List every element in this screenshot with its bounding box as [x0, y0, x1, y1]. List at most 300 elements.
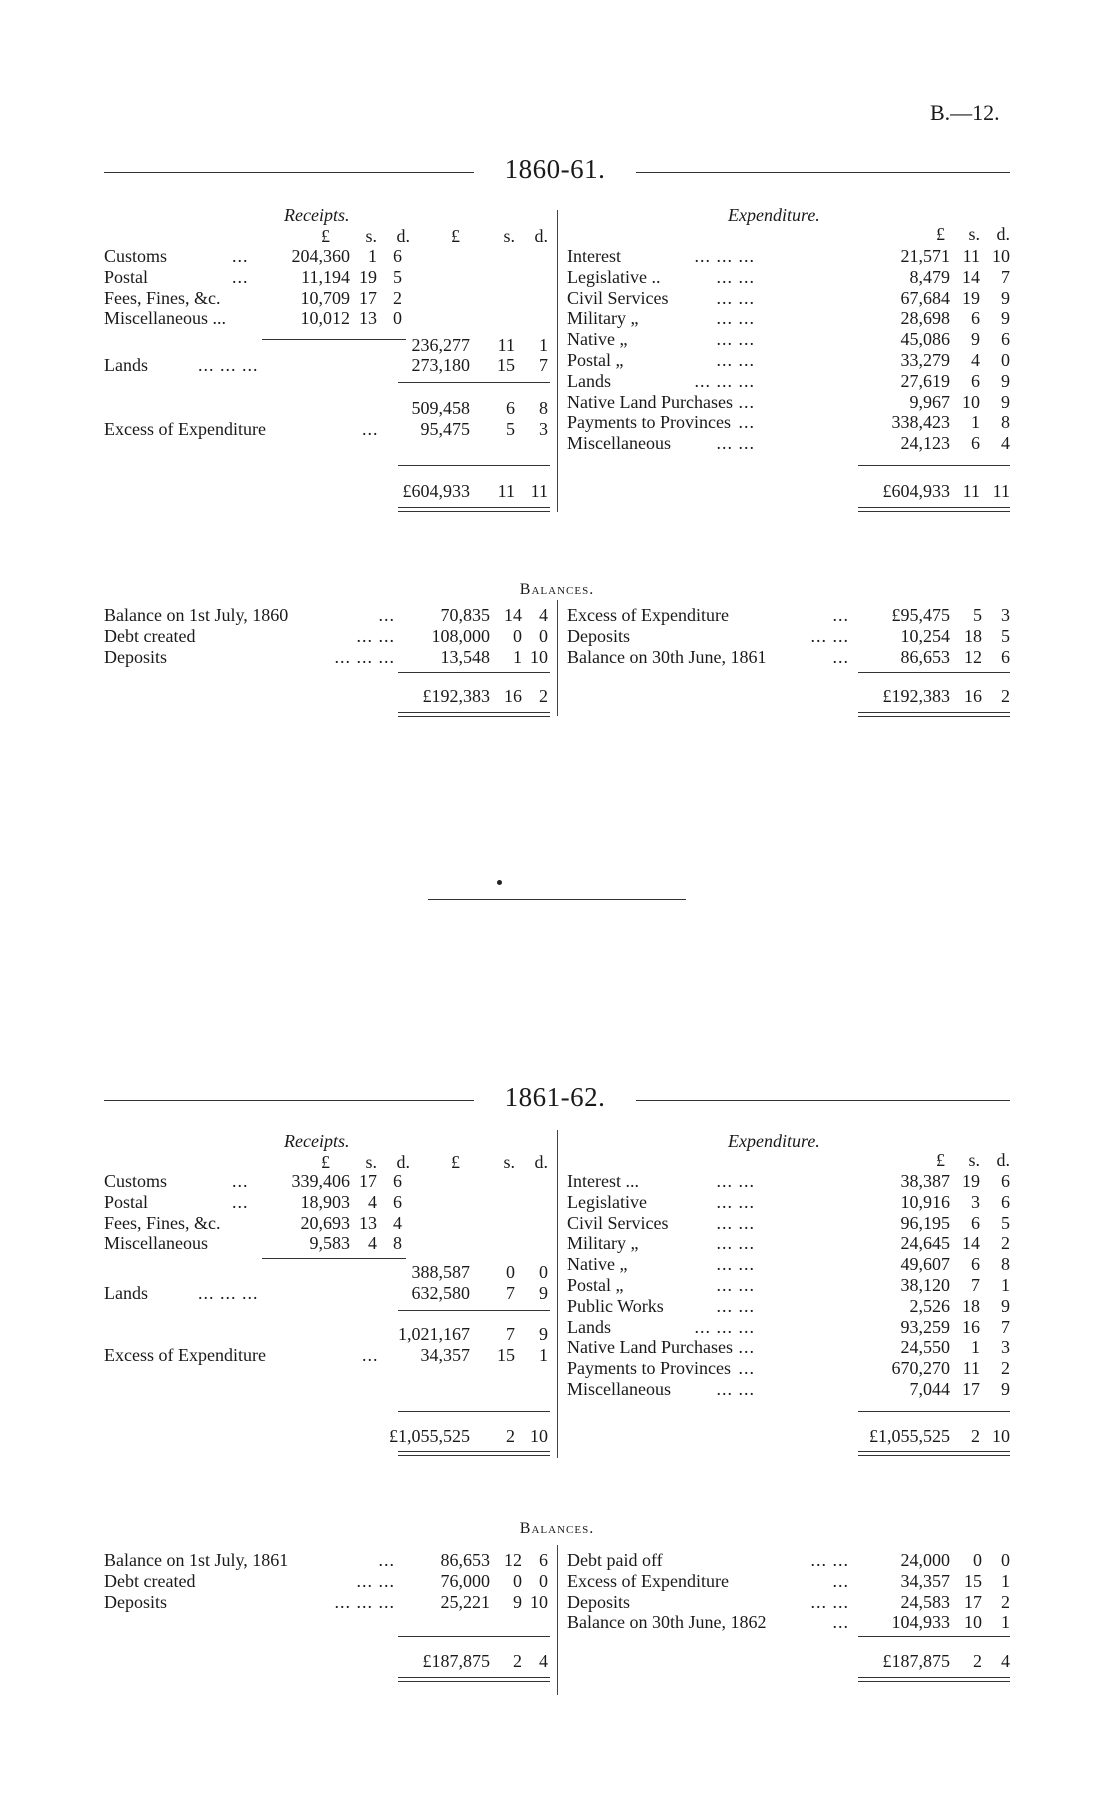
header-pence: d.	[396, 226, 410, 246]
expenditure-label: Interest ...	[567, 1171, 639, 1191]
leader-dots: ... ...	[716, 1191, 755, 1212]
expenditure-pounds: 338,423	[891, 412, 950, 433]
expenditure-label: Military „	[567, 1233, 639, 1254]
receipt-pence: 6	[393, 246, 402, 266]
balance-label: Debt created	[104, 625, 196, 646]
expenditure-shillings: 6	[971, 1254, 980, 1275]
balance-pounds: 76,000	[440, 1570, 490, 1591]
total-double-rule	[398, 1677, 550, 1682]
expenditure-pounds: 38,387	[900, 1171, 950, 1191]
leader-dots: ... ... ...	[198, 355, 259, 375]
balance-pence: 4	[539, 605, 548, 625]
receipt-label: Postal	[104, 1191, 149, 1212]
leader-dots: ...	[832, 1570, 849, 1591]
receipt-label: Customs	[104, 246, 168, 266]
receipt-pence: 6	[393, 1191, 402, 1212]
subtotal-shillings: 0	[506, 1262, 515, 1282]
balance-pence: 1	[1001, 1612, 1010, 1633]
receipt-shillings: 19	[359, 266, 377, 287]
balance-pence: 10	[530, 646, 548, 667]
sum-pounds: 509,458	[411, 398, 470, 418]
expenditure-pounds: 24,550	[900, 1337, 950, 1358]
sum-rule	[398, 382, 550, 383]
balances-divider	[557, 1545, 558, 1695]
leader-dots: ... ...	[716, 266, 755, 287]
leader-dots: ...	[832, 1612, 849, 1633]
balance-shillings: 1	[513, 646, 522, 667]
total-rule	[398, 672, 550, 673]
header-pence: d.	[996, 1150, 1010, 1170]
subtotal-pence: 1	[539, 335, 548, 355]
excess-shillings: 5	[506, 419, 515, 439]
expenditure-pence: 7	[1001, 266, 1010, 287]
leader-dots: ... ...	[716, 1275, 755, 1295]
header-pound: £	[936, 1150, 945, 1170]
receipts-total-shillings: 2	[506, 1426, 515, 1446]
subtotal-pounds: 236,277	[411, 335, 470, 355]
year-rule-right	[636, 172, 1010, 173]
leader-dots: ...	[378, 605, 395, 625]
header-pence: d.	[396, 1152, 410, 1172]
header-shillings: s.	[365, 1152, 377, 1172]
receipt-label: Customs	[104, 1171, 168, 1191]
expenditure-pence: 2	[1001, 1358, 1010, 1379]
balance-label: Balance on 30th June, 1861	[567, 646, 767, 667]
balance-right-total-pence: 4	[1001, 1651, 1010, 1671]
column-divider	[557, 210, 558, 512]
lands-pounds: 273,180	[411, 355, 470, 375]
receipt-pence: 4	[393, 1212, 402, 1233]
leader-dots: ... ...	[716, 287, 755, 308]
expenditure-shillings: 6	[971, 370, 980, 391]
leader-dots: ... ...	[716, 308, 755, 329]
expenditure-pence: 8	[1001, 412, 1010, 433]
total-rule	[398, 1411, 550, 1412]
expenditure-total-shillings: 2	[971, 1426, 980, 1446]
expenditure-pounds: 9,967	[909, 391, 950, 412]
receipt-label: Postal	[104, 266, 149, 287]
expenditure-pence: 9	[1001, 287, 1010, 308]
leader-dots: ... ...	[716, 350, 755, 370]
sum-shillings: 6	[506, 398, 515, 418]
expenditure-shillings: 11	[962, 246, 980, 266]
balance-left-total-pounds: £192,383	[422, 686, 490, 706]
expenditure-total-pounds: £604,933	[882, 481, 950, 501]
subtotal-shillings: 11	[497, 335, 515, 355]
year-rule-right	[636, 1100, 1010, 1101]
expenditure-pence: 6	[1001, 329, 1010, 350]
leader-dots: ... ...	[356, 1570, 395, 1591]
leader-dots: ...	[738, 1337, 755, 1358]
header-pound: £	[451, 226, 460, 246]
sum-pounds: 1,021,167	[398, 1324, 470, 1344]
header-pence: d.	[996, 224, 1010, 244]
balance-shillings: 5	[973, 605, 982, 625]
balances-title: Balances.	[519, 581, 595, 598]
excess-label: Excess of Expenditure	[104, 1345, 266, 1365]
balances-title: Balances.	[519, 1520, 595, 1537]
receipt-pence: 0	[393, 308, 402, 329]
expenditure-pence: 9	[1001, 1379, 1010, 1399]
expenditure-shillings: 11	[962, 1358, 980, 1379]
lands-shillings: 7	[506, 1283, 515, 1303]
balance-shillings: 14	[504, 605, 522, 625]
receipt-shillings: 1	[368, 246, 377, 266]
leader-dots: ... ... ...	[334, 1591, 395, 1612]
balance-pounds: 10,254	[900, 625, 950, 646]
receipts-caption: Receipts.	[284, 1131, 350, 1151]
receipts-total-pounds: £1,055,525	[389, 1426, 470, 1446]
receipt-label: Miscellaneous ...	[104, 308, 226, 329]
expenditure-label: Native Land Purchases	[567, 1337, 733, 1358]
expenditure-pounds: 96,195	[900, 1212, 950, 1233]
leader-dots: ...	[832, 605, 849, 625]
balance-right-total-pounds: £187,875	[882, 1651, 950, 1671]
expenditure-pounds: 33,279	[900, 350, 950, 370]
balance-pounds: 13,548	[440, 646, 490, 667]
total-rule	[858, 1636, 1010, 1637]
balances-divider	[557, 600, 558, 716]
leader-dots: ...	[232, 1171, 249, 1191]
total-double-rule	[398, 507, 550, 512]
total-double-rule	[858, 1451, 1010, 1456]
excess-pounds: 34,357	[420, 1345, 470, 1365]
total-double-rule	[858, 712, 1010, 717]
total-rule	[398, 465, 550, 466]
leader-dots: ... ...	[810, 1591, 849, 1612]
expenditure-pounds: 27,619	[900, 370, 950, 391]
year-title: 1861-62.	[504, 1082, 606, 1112]
balance-label: Deposits	[567, 625, 630, 646]
balance-pence: 6	[539, 1550, 548, 1570]
total-double-rule	[398, 1451, 550, 1456]
expenditure-pence: 0	[1001, 350, 1010, 370]
expenditure-shillings: 4	[971, 350, 980, 370]
balance-shillings: 10	[964, 1612, 982, 1633]
leader-dots: ...	[362, 419, 379, 439]
expenditure-shillings: 16	[962, 1316, 980, 1337]
leader-dots: ... ...	[810, 625, 849, 646]
leader-dots: ...	[738, 412, 755, 433]
expenditure-total-pounds: £1,055,525	[869, 1426, 950, 1446]
expenditure-pounds: 28,698	[900, 308, 950, 329]
excess-pence: 1	[539, 1345, 548, 1365]
expenditure-label: Civil Services	[567, 1212, 669, 1233]
leader-dots: ... ...	[810, 1550, 849, 1570]
expenditure-pounds: 24,123	[900, 433, 950, 454]
leader-dots: ...	[832, 646, 849, 667]
lands-pounds: 632,580	[411, 1283, 470, 1303]
balance-label: Balance on 1st July, 1860	[104, 605, 289, 625]
leader-dots: ...	[232, 266, 249, 287]
balance-left-total-pounds: £187,875	[422, 1651, 490, 1671]
expenditure-label: Native „	[567, 329, 628, 350]
receipt-pounds: 339,406	[291, 1171, 350, 1191]
expenditure-label: Civil Services	[567, 287, 669, 308]
receipts-caption: Receipts.	[284, 205, 350, 225]
lands-pence: 9	[539, 1283, 548, 1303]
header-shillings: s.	[968, 224, 980, 244]
excess-shillings: 15	[497, 1345, 515, 1365]
expenditure-pounds: 49,607	[900, 1254, 950, 1275]
subtotal-pence: 0	[539, 1262, 548, 1282]
receipts-total-pence: 10	[530, 1426, 548, 1446]
receipt-shillings: 4	[368, 1233, 377, 1254]
expenditure-pounds: 24,645	[900, 1233, 950, 1254]
header-shillings: s.	[968, 1150, 980, 1170]
expenditure-pence: 10	[992, 246, 1010, 266]
balance-shillings: 0	[973, 1550, 982, 1570]
balance-pounds: 86,653	[440, 1550, 490, 1570]
lands-shillings: 15	[497, 355, 515, 375]
total-rule	[858, 672, 1010, 673]
total-double-rule	[858, 507, 1010, 512]
balance-pounds: 70,835	[440, 605, 490, 625]
sum-shillings: 7	[506, 1324, 515, 1344]
excess-pence: 3	[539, 419, 548, 439]
expenditure-label: Interest	[567, 246, 621, 266]
balance-pence: 0	[539, 1570, 548, 1591]
header-shillings: s.	[365, 226, 377, 246]
expenditure-label: Legislative ..	[567, 266, 661, 287]
expenditure-label: Postal „	[567, 350, 624, 370]
expenditure-shillings: 9	[971, 329, 980, 350]
balance-pounds: 104,933	[891, 1612, 950, 1633]
header-pound: £	[321, 226, 330, 246]
leader-dots: ...	[232, 246, 249, 266]
balance-label: Excess of Expenditure	[567, 605, 729, 625]
balance-pence: 0	[1001, 1550, 1010, 1570]
expenditure-shillings: 14	[962, 266, 980, 287]
expenditure-pence: 9	[1001, 308, 1010, 329]
balance-right-total-shillings: 16	[964, 686, 982, 706]
expenditure-shillings: 18	[962, 1295, 980, 1316]
leader-dots: ... ...	[716, 1379, 755, 1399]
excess-pounds: 95,475	[420, 419, 470, 439]
expenditure-pounds: 38,120	[900, 1275, 950, 1295]
year-rule-left	[104, 172, 474, 173]
leader-dots: ... ...	[716, 433, 755, 454]
expenditure-pence: 9	[1001, 1295, 1010, 1316]
expenditure-label: Native „	[567, 1254, 628, 1275]
column-divider	[557, 1130, 558, 1458]
leader-dots: ...	[232, 1191, 249, 1212]
leader-dots: ... ...	[716, 329, 755, 350]
total-rule	[398, 1636, 550, 1637]
expenditure-pence: 9	[1001, 391, 1010, 412]
subtotal-pounds: 388,587	[411, 1262, 470, 1282]
receipt-shillings: 4	[368, 1191, 377, 1212]
receipt-pounds: 204,360	[291, 246, 350, 266]
expenditure-shillings: 6	[971, 433, 980, 454]
balance-shillings: 17	[964, 1591, 982, 1612]
receipt-pounds: 9,583	[309, 1233, 350, 1254]
receipt-shillings: 13	[359, 308, 377, 329]
expenditure-total-pence: 11	[992, 481, 1010, 501]
receipt-shillings: 17	[359, 1171, 377, 1191]
expenditure-shillings: 10	[962, 391, 980, 412]
balance-pounds: 24,583	[900, 1591, 950, 1612]
expenditure-pounds: 2,526	[909, 1295, 950, 1316]
leader-dots: ... ...	[716, 1212, 755, 1233]
balance-left-total-shillings: 2	[513, 1651, 522, 1671]
balance-left-total-pence: 4	[539, 1651, 548, 1671]
expenditure-shillings: 19	[962, 287, 980, 308]
balance-pounds: 24,000	[900, 1550, 950, 1570]
year-rule-left	[104, 1100, 474, 1101]
balance-label: Debt paid off	[567, 1550, 663, 1570]
subtotal-rule	[262, 1258, 406, 1259]
receipt-label: Fees, Fines, &c.	[104, 287, 221, 308]
lands-label: Lands	[104, 1283, 148, 1303]
expenditure-shillings: 3	[971, 1191, 980, 1212]
balance-right-total-pence: 2	[1001, 686, 1010, 706]
header-pound: £	[936, 224, 945, 244]
expenditure-label: Miscellaneous	[567, 433, 671, 454]
sum-pence: 9	[539, 1324, 548, 1344]
expenditure-shillings: 6	[971, 308, 980, 329]
receipt-pence: 8	[393, 1233, 402, 1254]
expenditure-shillings: 19	[962, 1171, 980, 1191]
receipt-label: Miscellaneous	[104, 1233, 208, 1254]
page-id: B.—12.	[930, 100, 1000, 125]
balance-pence: 6	[1001, 646, 1010, 667]
separator-dot	[497, 880, 502, 885]
receipt-pounds: 18,903	[300, 1191, 350, 1212]
header-pence: d.	[534, 1152, 548, 1172]
expenditure-shillings: 1	[971, 412, 980, 433]
receipts-total-pence: 11	[530, 481, 548, 501]
balance-label: Debt created	[104, 1570, 196, 1591]
balance-pounds: £95,475	[891, 605, 950, 625]
expenditure-pence: 9	[1001, 370, 1010, 391]
receipt-shillings: 17	[359, 287, 377, 308]
header-shillings: s.	[503, 1152, 515, 1172]
leader-dots: ... ... ...	[334, 646, 395, 667]
expenditure-label: Public Works	[567, 1295, 664, 1316]
header-pound: £	[451, 1152, 460, 1172]
leader-dots: ... ... ...	[694, 370, 755, 391]
balance-shillings: 0	[513, 1570, 522, 1591]
leader-dots: ... ...	[716, 1171, 755, 1191]
expenditure-pence: 4	[1001, 433, 1010, 454]
receipt-pounds: 11,194	[301, 266, 350, 287]
expenditure-label: Lands	[567, 370, 611, 391]
expenditure-pounds: 670,270	[891, 1358, 950, 1379]
expenditure-shillings: 6	[971, 1212, 980, 1233]
balance-label: Deposits	[104, 1591, 167, 1612]
balance-right-total-pounds: £192,383	[882, 686, 950, 706]
expenditure-label: Legislative	[567, 1191, 647, 1212]
leader-dots: ... ... ...	[198, 1283, 259, 1303]
sum-rule	[398, 1310, 550, 1311]
balance-pence: 0	[539, 625, 548, 646]
expenditure-pounds: 8,479	[909, 266, 950, 287]
leader-dots: ... ...	[356, 625, 395, 646]
expenditure-pence: 8	[1001, 1254, 1010, 1275]
receipts-total-pounds: £604,933	[402, 481, 470, 501]
expenditure-shillings: 17	[962, 1379, 980, 1399]
lands-pence: 7	[539, 355, 548, 375]
balance-left-total-pence: 2	[539, 686, 548, 706]
balance-left-total-shillings: 16	[504, 686, 522, 706]
balance-pounds: 34,357	[900, 1570, 950, 1591]
balance-label: Balance on 1st July, 1861	[104, 1550, 289, 1570]
total-double-rule	[398, 712, 550, 717]
total-double-rule	[858, 1677, 1010, 1682]
expenditure-label: Postal „	[567, 1275, 624, 1295]
balance-shillings: 9	[513, 1591, 522, 1612]
balance-pounds: 108,000	[431, 625, 490, 646]
receipt-pounds: 10,709	[300, 287, 350, 308]
excess-label: Excess of Expenditure	[104, 419, 266, 439]
receipt-label: Fees, Fines, &c.	[104, 1212, 221, 1233]
leader-dots: ...	[738, 391, 755, 412]
receipt-shillings: 13	[359, 1212, 377, 1233]
expenditure-pounds: 67,684	[900, 287, 950, 308]
balance-label: Excess of Expenditure	[567, 1570, 729, 1591]
receipt-pence: 5	[393, 266, 402, 287]
expenditure-pence: 6	[1001, 1171, 1010, 1191]
balance-label: Deposits	[104, 646, 167, 667]
balance-shillings: 12	[964, 646, 982, 667]
expenditure-label: Payments to Provinces	[567, 412, 731, 433]
header-shillings: s.	[503, 226, 515, 246]
leader-dots: ... ...	[716, 1295, 755, 1316]
balance-shillings: 18	[964, 625, 982, 646]
leader-dots: ... ...	[716, 1254, 755, 1275]
balance-label: Deposits	[567, 1591, 630, 1612]
expenditure-pence: 1	[1001, 1275, 1010, 1295]
receipt-pence: 6	[393, 1171, 402, 1191]
leader-dots: ... ...	[716, 1233, 755, 1254]
balance-pence: 3	[1001, 605, 1010, 625]
header-pence: d.	[534, 226, 548, 246]
leader-dots: ... ... ...	[694, 246, 755, 266]
balance-pence: 5	[1001, 625, 1010, 646]
balance-pounds: 86,653	[900, 646, 950, 667]
expenditure-label: Miscellaneous	[567, 1379, 671, 1399]
expenditure-shillings: 7	[971, 1275, 980, 1295]
expenditure-pence: 7	[1001, 1316, 1010, 1337]
balance-right-total-shillings: 2	[973, 1651, 982, 1671]
expenditure-label: Native Land Purchases	[567, 391, 733, 412]
expenditure-total-pence: 10	[992, 1426, 1010, 1446]
receipt-pence: 2	[393, 287, 402, 308]
balance-label: Balance on 30th June, 1862	[567, 1612, 767, 1633]
balance-pence: 1	[1001, 1570, 1010, 1591]
section-separator-rule	[428, 899, 686, 900]
balance-shillings: 0	[513, 625, 522, 646]
balance-shillings: 12	[504, 1550, 522, 1570]
expenditure-pence: 2	[1001, 1233, 1010, 1254]
expenditure-shillings: 14	[962, 1233, 980, 1254]
sum-pence: 8	[539, 398, 548, 418]
expenditure-total-shillings: 11	[962, 481, 980, 501]
lands-label: Lands	[104, 355, 148, 375]
expenditure-pounds: 21,571	[900, 246, 950, 266]
leader-dots: ...	[378, 1550, 395, 1570]
expenditure-pounds: 7,044	[909, 1379, 950, 1399]
leader-dots: ...	[362, 1345, 379, 1365]
year-title: 1860-61.	[504, 154, 606, 184]
leader-dots: ...	[738, 1358, 755, 1379]
expenditure-pence: 6	[1001, 1191, 1010, 1212]
total-rule	[858, 465, 1010, 466]
expenditure-caption: Expenditure.	[728, 205, 820, 225]
total-rule	[858, 1411, 1010, 1412]
expenditure-pounds: 45,086	[900, 329, 950, 350]
